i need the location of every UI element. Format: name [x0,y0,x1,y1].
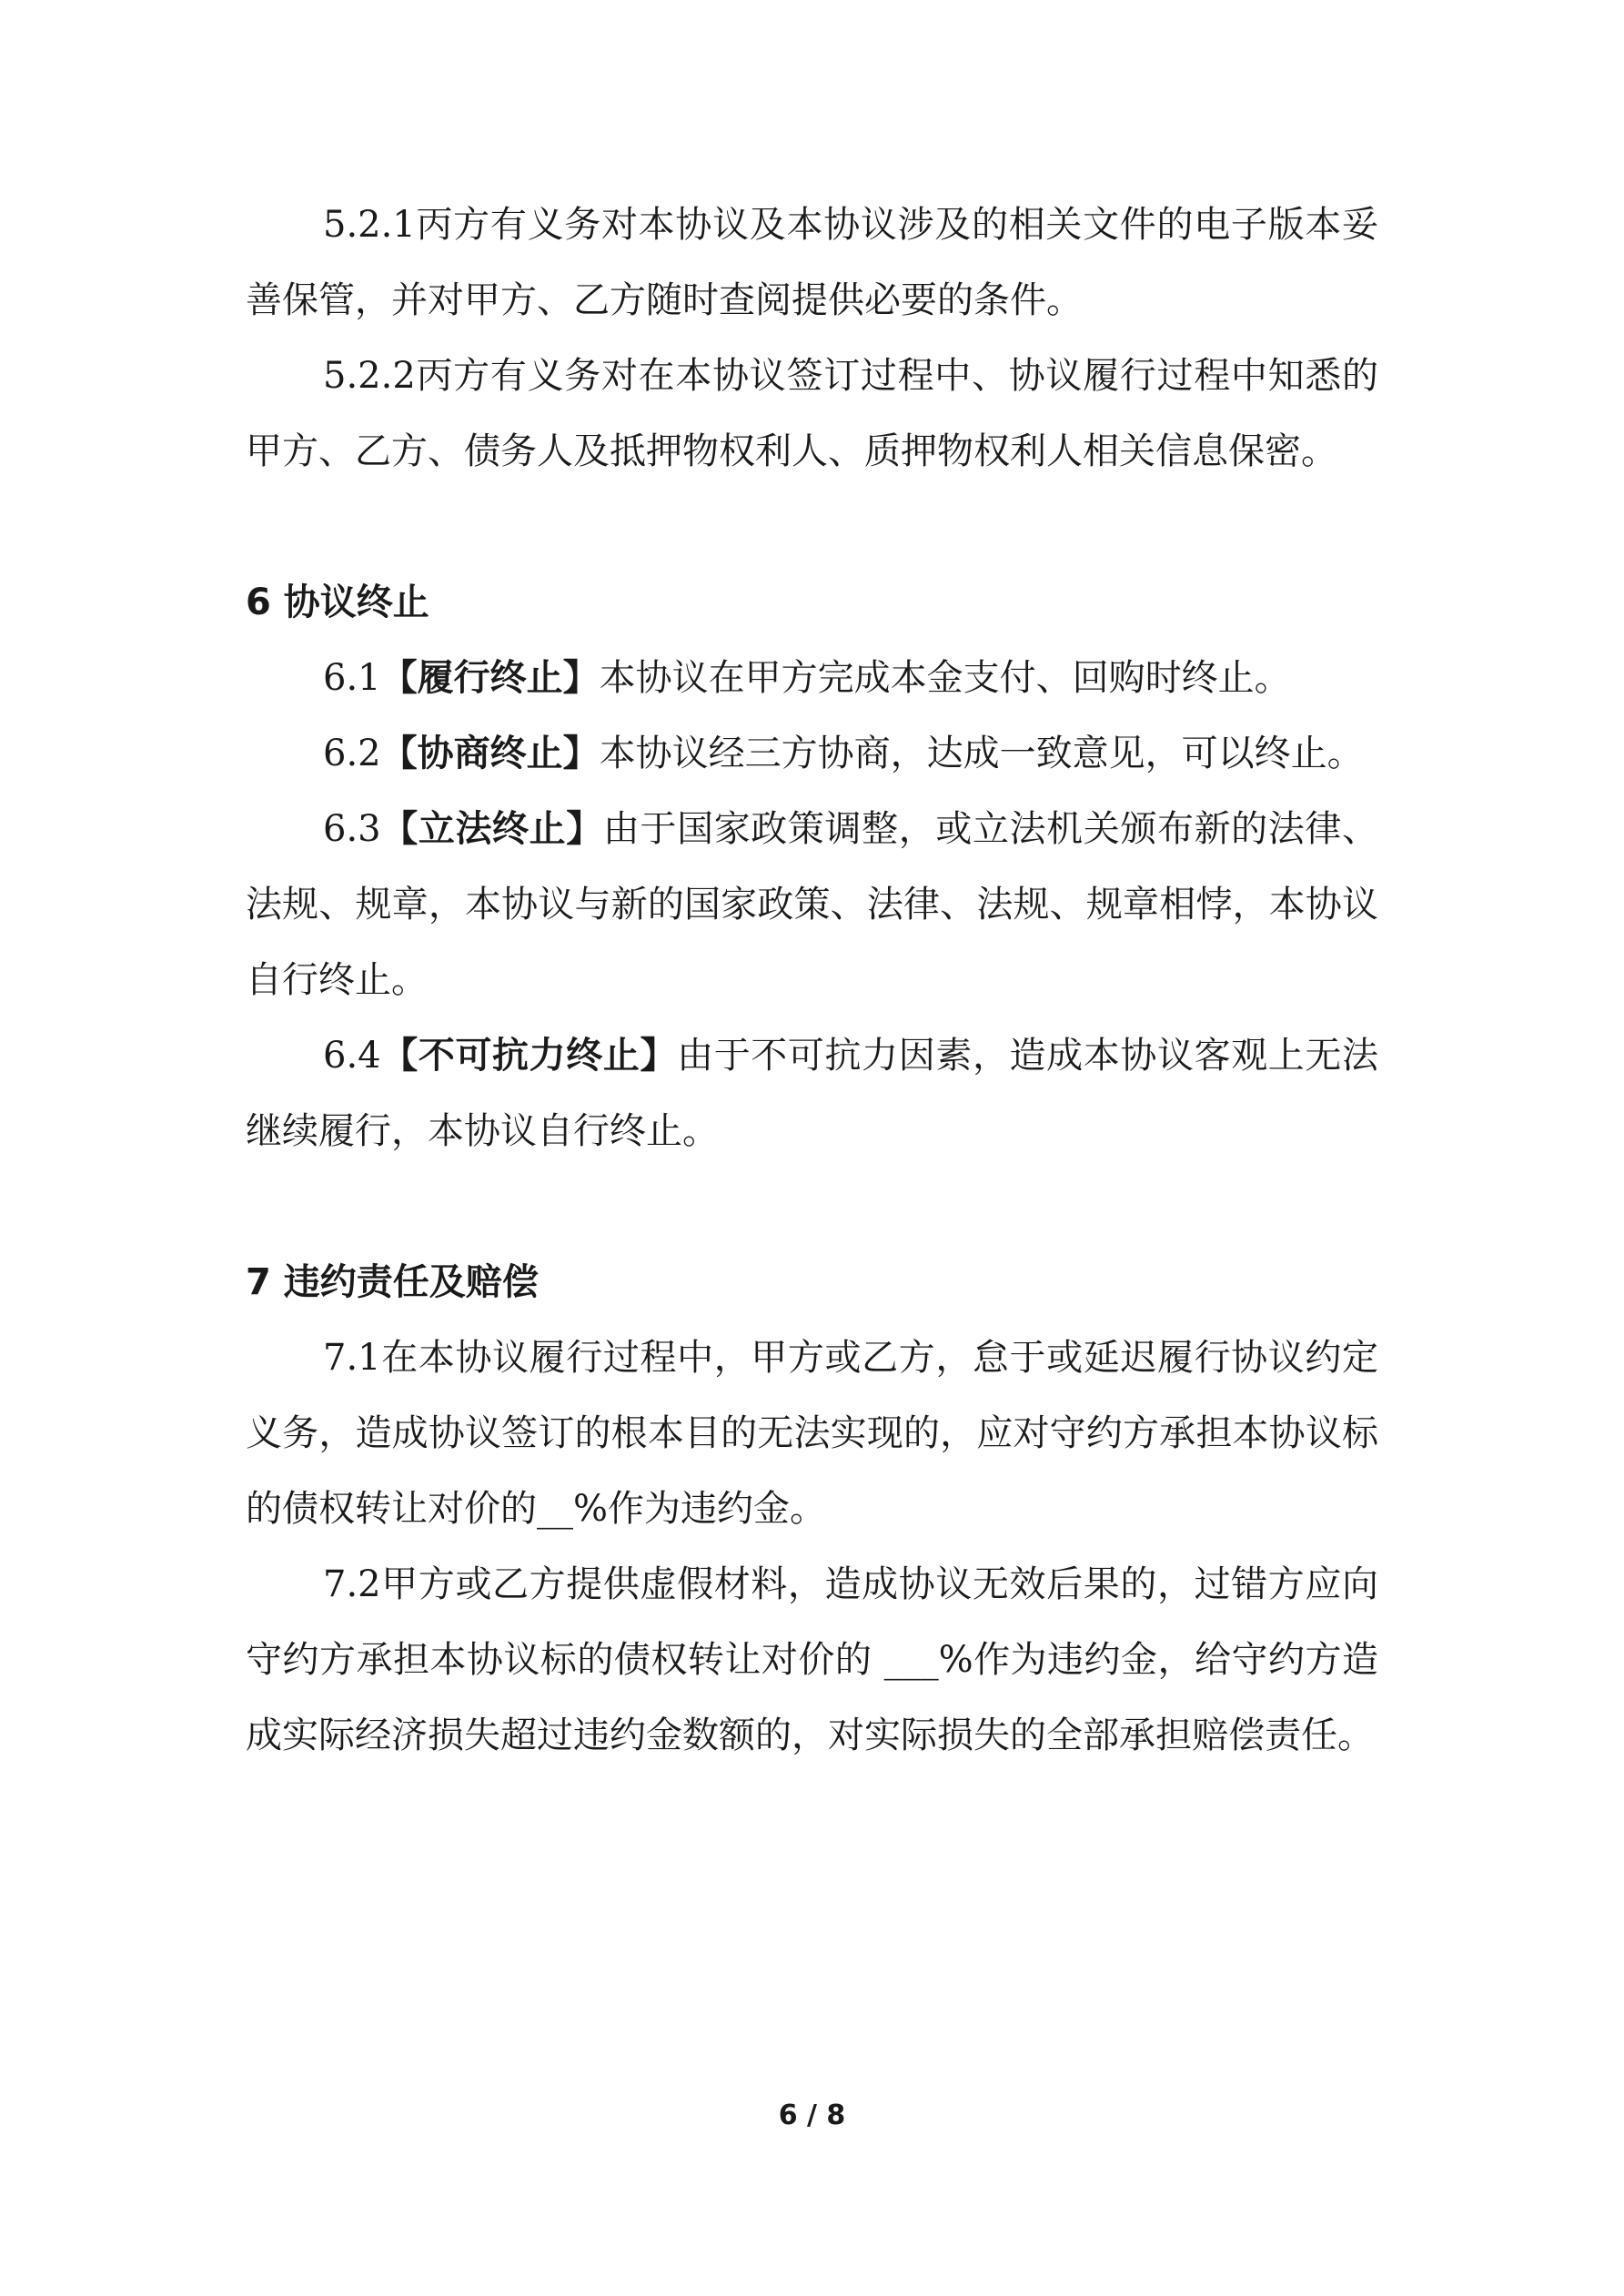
section-spacer [246,490,1378,565]
clause-5-2-2 [246,339,1378,490]
clause-7-2 [246,1547,1378,1774]
section-heading-6: 6 协议终止 [246,582,429,623]
clause-6-1 [246,641,1378,716]
clause-term: 【履行终止】 [380,657,600,699]
clause-number: 6.4 [323,1035,381,1077]
clause-6-4 [246,1018,1378,1169]
clause-text: 丙方有义务对本协议及本协议涉及的相关文件的电子版本妥善保管，并对甲方、乙方随时查阅提供必要的条件。 [246,204,1378,321]
section-spacer [246,1169,1378,1245]
document-body [246,187,1378,1774]
clause-term: 【立法终止】 [380,808,603,850]
clause-text: 在本协议履行过程中，甲方或乙方，怠于或延迟履行协议约定义务，造成协议签订的根本目的无法实现的，应对守约方承担本协议标的债权转让对价的__%作为违约金。 [246,1337,1378,1530]
clause-text: 本协议经三方协商，达成一致意见，可以终止。 [599,733,1364,774]
clause-number: 7.1 [323,1337,381,1379]
clause-6-3 [246,792,1378,1018]
clause-number: 6.3 [323,808,381,850]
clause-number: 6.1 [323,657,381,699]
section-heading-7: 7 违约责任及赔偿 [246,1261,539,1303]
page-number: 6 / 8 [778,2099,846,2131]
clause-text: 甲方或乙方提供虚假材料，造成协议无效后果的，过错方应向守约方承担本协议标的债权转让对价的 ___%作为违约金，给守约方造成实际经济损失超过违约金数额的，对实际损失的全部承担赔偿责任。 [246,1563,1378,1756]
clause-number: 5.2.1 [323,204,416,246]
clause-text: 本协议在甲方完成本金支付、回购时终止。 [599,657,1291,699]
clause-term: 【不可抗力终止】 [380,1035,678,1077]
clause-number: 6.2 [323,733,381,774]
clause-text: 由于国家政策调整，或立法机关颁布新的法律、法规、规章，本协议与新的国家政策、法律、法规、规章相悖，本协议自行终止。 [246,808,1379,1001]
clause-7-1 [246,1320,1378,1547]
clause-text: 由于不可抗力因素，造成本协议客观上无法继续履行，本协议自行终止。 [246,1035,1379,1152]
clause-number: 7.2 [323,1563,381,1605]
clause-5-2-1 [246,187,1378,339]
clause-6-2 [246,716,1378,792]
clause-text: 丙方有义务对在本协议签订过程中、协议履行过程中知悉的甲方、乙方、债务人及抵押物权利人、质押物权利人相关信息保密。 [246,355,1378,472]
clause-term: 【协商终止】 [380,733,600,774]
clause-number: 5.2.2 [323,355,416,397]
